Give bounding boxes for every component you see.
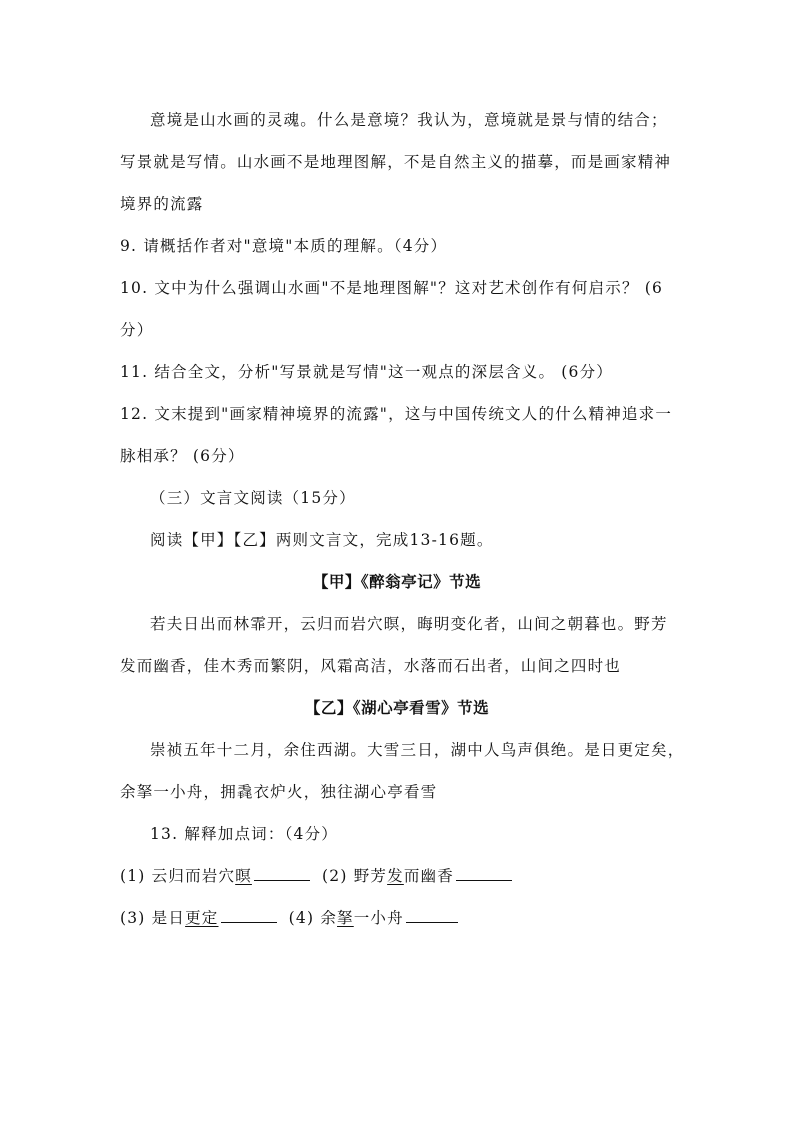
q13-item-3-blank[interactable]	[221, 908, 277, 923]
q13-item-4-word: 拏	[337, 909, 354, 927]
q13-item-2-word: 发	[387, 867, 404, 885]
question-10-line-2: 分）	[120, 321, 154, 339]
question-9: 9. 请概括作者对"意境"本质的理解。（4分）	[120, 237, 448, 255]
q13-item-4-text: (4) 余	[288, 909, 338, 927]
q13-item-1-blank[interactable]	[254, 866, 310, 881]
text-jia-line-1: 若夫日出而林霏开，云归而岩穴暝，晦明变化者，山间之朝暮也。野芳	[150, 615, 668, 633]
question-12-line-2: 脉相承？ (6分）	[120, 447, 245, 465]
q13-item-4-post: 一小舟	[353, 909, 404, 927]
passage-line-2: 写景就是写情。山水画不是地理图解，不是自然主义的描摹，而是画家精神	[120, 153, 672, 171]
text-yi-line-2: 余拏一小舟，拥毳衣炉火，独往湖心亭看雪	[120, 783, 438, 801]
q13-item-1-text: (1) 云归而岩穴	[120, 867, 236, 885]
q13-item-2-blank[interactable]	[456, 866, 512, 881]
question-13-prompt: 13. 解释加点词：（4分）	[150, 825, 338, 843]
section-heading: （三）文言文阅读（15分）	[150, 489, 356, 507]
passage-line-1: 意境是山水画的灵魂。什么是意境？我认为，意境就是景与情的结合；	[150, 111, 668, 129]
passage-line-3: 境界的流露	[120, 195, 204, 213]
q13-item-3-text: (3) 是日	[120, 909, 186, 927]
text-yi-title: 【乙】《湖心亭看雪》节选	[304, 698, 490, 717]
question-10-line-1: 10. 文中为什么强调山水画"不是地理图解"？这对艺术创作有何启示？ (6	[120, 279, 664, 297]
question-13-row-1	[120, 864, 512, 886]
text-yi-line-1: 崇祯五年十二月，余住西湖。大雪三日，湖中人鸟声俱绝。是日更定矣，	[150, 741, 685, 759]
question-12-line-1: 12. 文末提到"画家精神境界的流露"，这与中国传统文人的什么精神追求一	[120, 405, 673, 423]
q13-item-1-word: 暝	[235, 867, 252, 885]
section-instruction: 阅读【甲】【乙】两则文言文，完成13-16题。	[150, 531, 494, 549]
question-11: 11. 结合全文，分析"写景就是写情"这一观点的深层含义。 (6分）	[120, 363, 613, 381]
text-jia-line-2: 发而幽香，佳木秀而繁阴，风霜高洁，水落而石出者，山间之四时也	[120, 657, 622, 675]
q13-item-2-post: 而幽香	[403, 867, 454, 885]
q13-item-2-text: (2) 野芳	[322, 867, 388, 885]
q13-item-4-blank[interactable]	[406, 908, 458, 923]
q13-item-3-word: 更定	[185, 909, 219, 927]
text-jia-title: 【甲】《醉翁亭记》节选	[312, 572, 482, 591]
question-13-row-2	[120, 906, 458, 928]
